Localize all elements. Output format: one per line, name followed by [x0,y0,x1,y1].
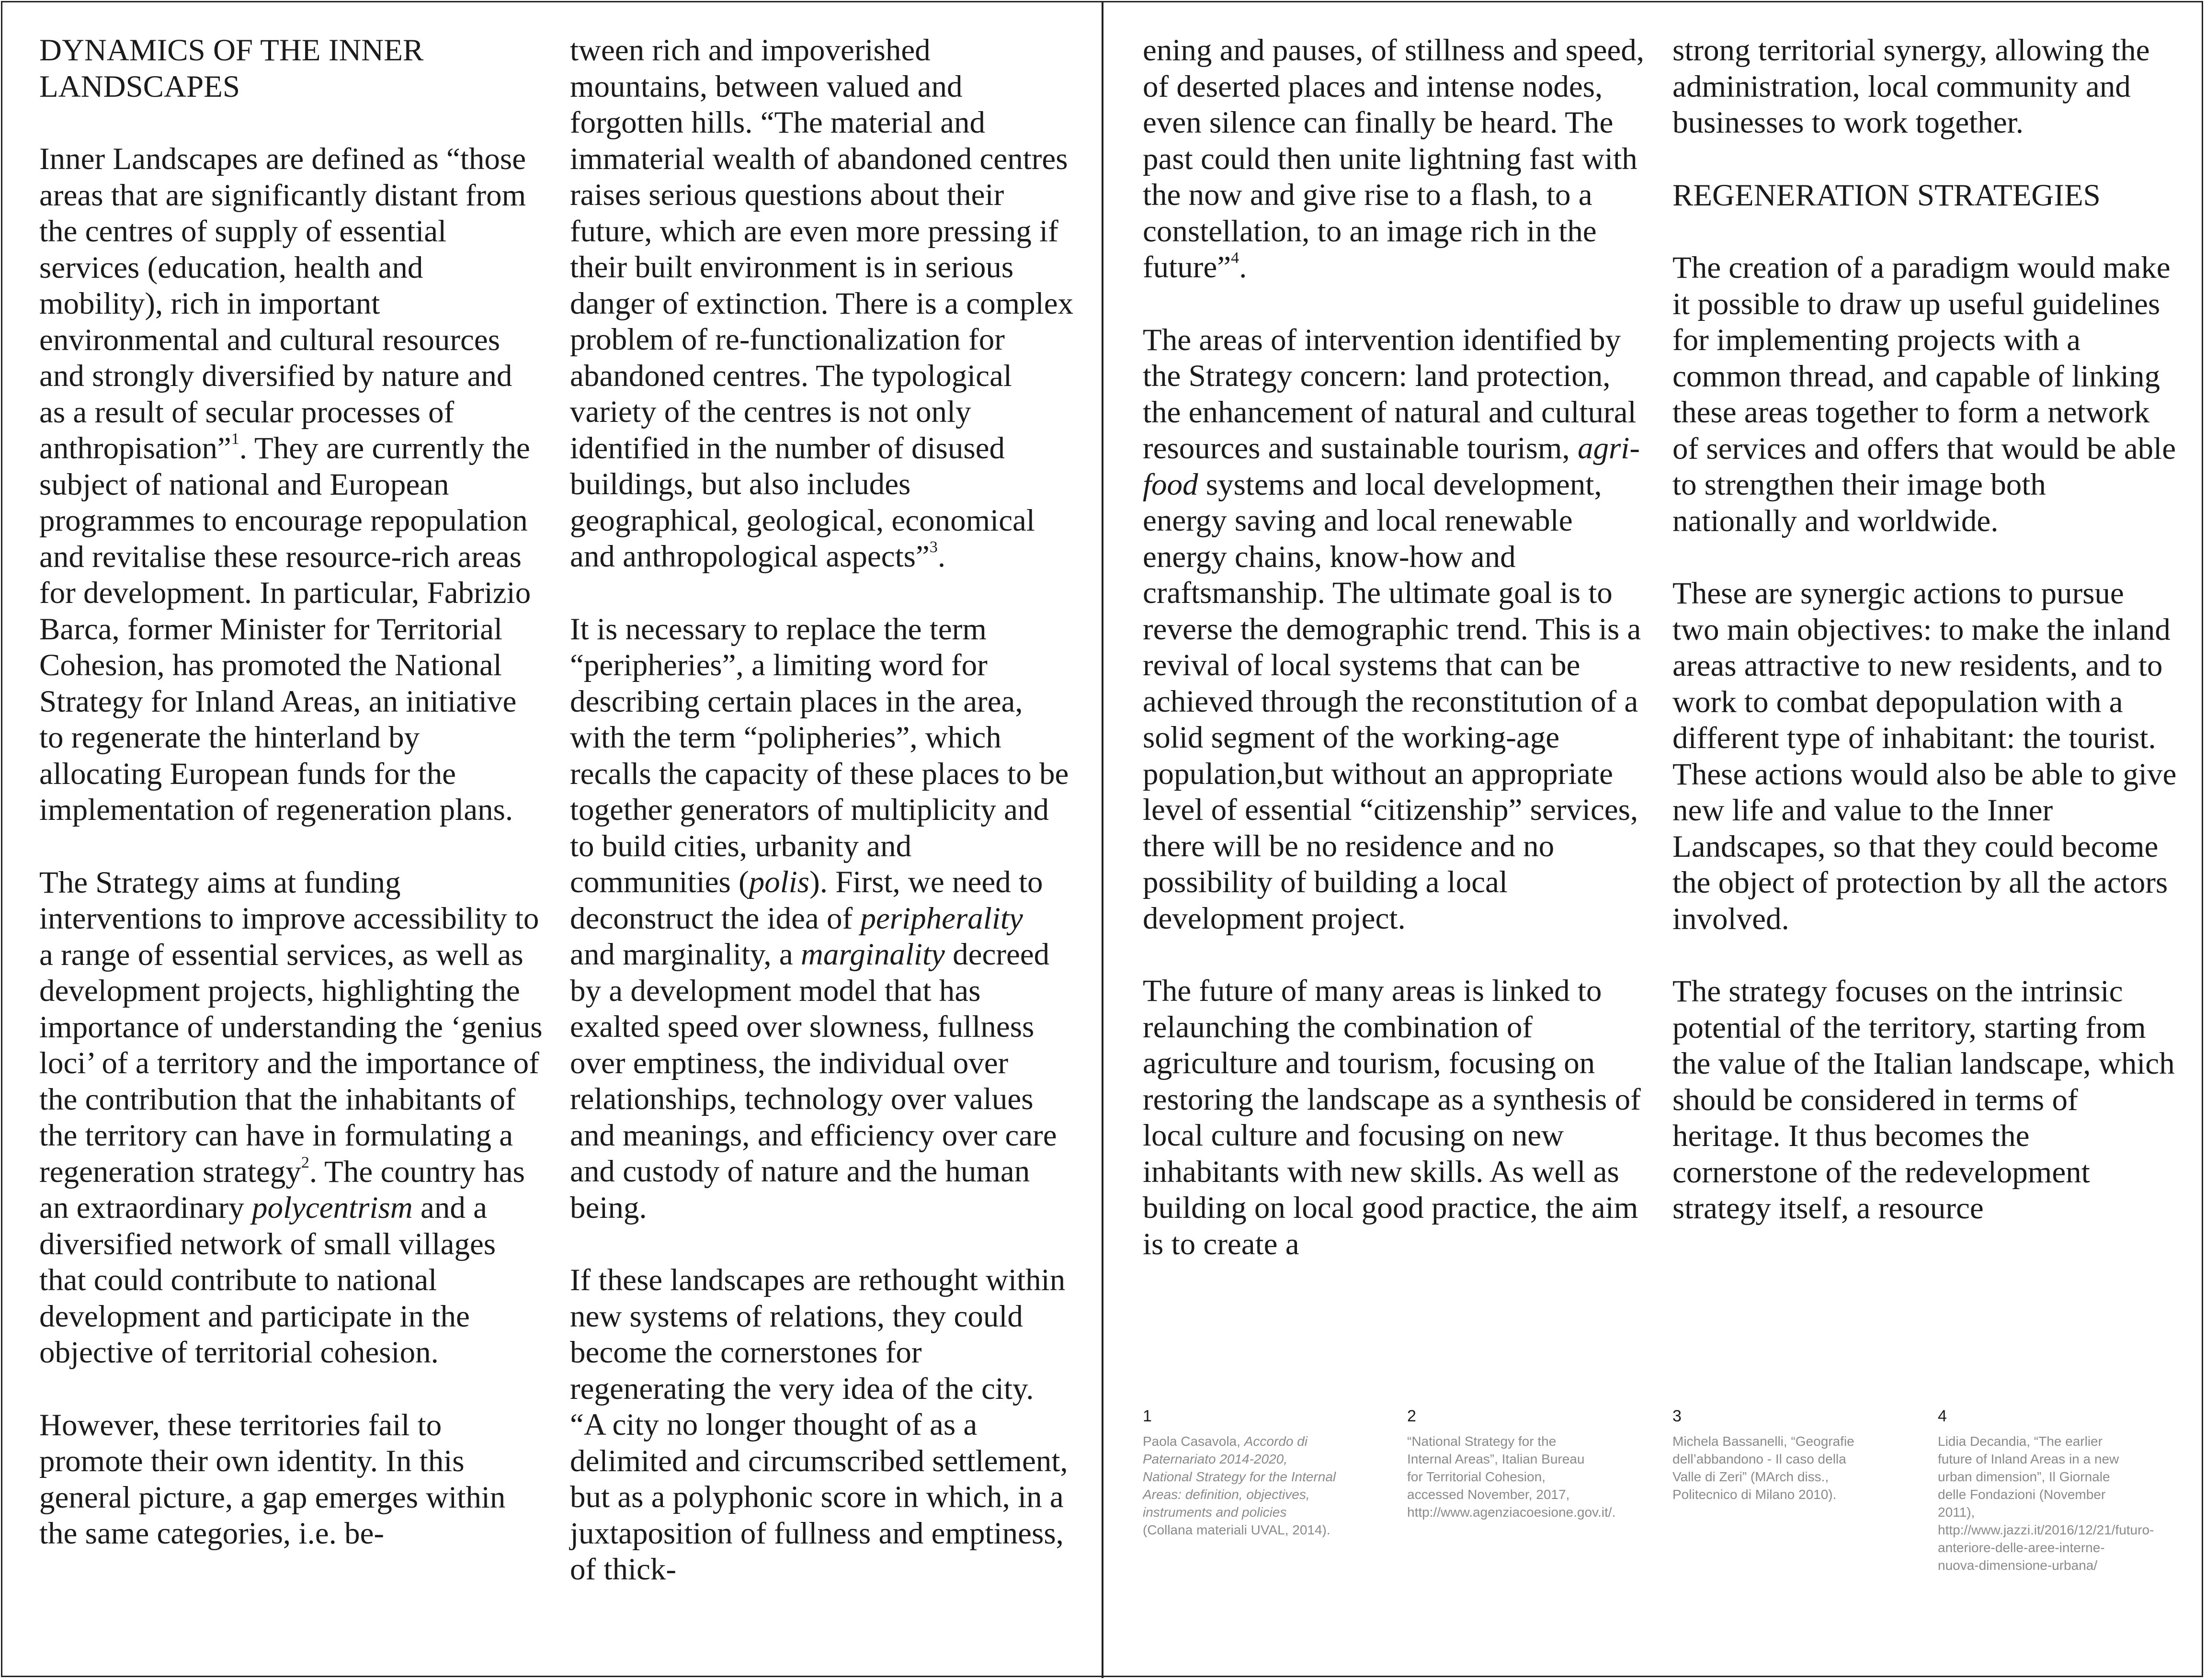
footnote-2: 2 “National Strategy for the Internal Areas”, Italian Bureau for Territorial Cohesion, accessed November, 2017, http://www.agenziacoesione.gov.it/. [1407,1407,1616,1520]
paragraph: The creation of a paradigm would make it possible to draw up useful guidelines for implementing projects with a common thread, and capable of linking these areas together to form a network of services and offers that would be able to strengthen their image both nationally and worldwide. [1672,250,2176,538]
paragraph: tween rich and impoverished mountains, between valued and forgotten hills. “The material and immaterial wealth of abandoned centres raises serious questions about their future, which are even more pressing if their built environment is in serious danger of extinction. There is a complex problem of re-functionalization for abandoned centres. The typological variety of the centres is not only identified in the number of disused buildings, but also includes geographical, geological, economical and anthropological aspects”$^3$. [570,33,1074,574]
paragraph: However, these territories fail to promote their own identity. In this general picture, a gap emerges within the same categories, i.e. be- [39,1408,506,1551]
column-2 [570,33,1075,1588]
paragraph: The strategy focuses on the intrinsic potential of the territory, starting from the value of the Italian landscape, which should be considered in terms of heritage. It thus becomes the cornerstone of the redevelopment strategy itself, a resource [1672,974,2175,1226]
emphasis: Accordo di Paternariato 2014-2020, National Strategy for the Internal Areas: definition, objectives, instruments and policies [1143,1434,1336,1520]
paragraph: Inner Landscapes are defined as “those areas that are significantly distant from the centres of supply of essential services (education, health and mobility), rich in important environmental and cultural resources and strongly diversified by nature and as a result of secular processes of anthropisation”$^1$. They are currently the subject of national and European programmes to encourage repopulation and revitalise these resource-rich areas for development. In particular, Fabrizio Barca, former Minister for Territorial Cohesion, has promoted the National Strategy for Inland Areas, an initiative to regenerate the hinterland by allocating European funds for the implementation of regeneration plans. [39,142,531,827]
paragraph: strong territorial synergy, allowing the administration, local community and businesses to work together. [1672,33,2150,140]
footnotes [1143,1407,2182,1665]
column-3 [1143,33,1648,1262]
paragraph: The future of many areas is linked to relaunching the combination of agriculture and tourism, focusing on restoring the landscape as a synthesis of local culture and focusing on new inhabitants with new skills. As well as building on local good practice, the aim is to create a [1143,974,1641,1261]
footnote-number: 3 [1672,1407,1682,1425]
column-4 [1672,33,2178,1227]
footnote-ref: 2 [301,1153,309,1171]
paragraph: It is necessary to replace the term “peripheries”, a limiting word for describing certain places in the area, with the term “polipheries”, which recalls the capacity of these places to be together generators of multiplicity and to build cities, urbanity and communities (polis). First, we need to deconstruct the idea of peripherality and marginality, a marginality decreed by a development model that has exalted speed over slowness, fullness over emptiness, the individual over relationships, technology over values and meanings, and efficiency over care and custody of nature and the human being. [570,612,1069,1225]
footnote-3: 3 Michela Bassanelli, “Geografie dell’abbandono - Il caso della Valle di Zeri” (MArch diss., Politecnico di Milano 2010). [1672,1407,1866,1503]
emphasis: polycentrism [251,1191,413,1225]
emphasis: marginality [800,937,945,972]
emphasis: polis [749,865,810,899]
footnote-ref: 3 [929,538,938,556]
footnote-4: 4 Lidia Decandia, “The earlier future of Inland Areas in a new urban dimension”, Il Giornale delle Fondazioni (November 2011), http://www.jazzi.it/2016/12/21/futuro-anteriore-delle-aree-interne-nuova-dimensione-urbana/ [1938,1407,2154,1573]
footnote-number: 2 [1407,1407,1416,1425]
paragraph: If these landscapes are rethought within new systems of relations, they could become the cornerstones for regenerating the very idea of the city. “A city no longer thought of as a delimited and circumscribed settlement, but as a polyphonic score in which, in a juxtaposition of fullness and emptiness, of thick- [570,1263,1068,1587]
footnote-number: 4 [1938,1407,1947,1425]
section-heading-dynamics: DYNAMICS OF THE INNER LANDSCAPES [39,33,424,104]
footnote-1: 1 Paola Casavola, Accordo di Paternariato 2014-2020, National Strategy for the Internal Areas: definition, objectives, instruments and policies (Collana materiali UVAL, 2014). [1143,1407,1336,1537]
paragraph: These are synergic actions to pursue two main objectives: to make the inland areas attractive to new residents, and to work to combat depopulation with a different type of inhabitant: the tourist. These actions would also be able to give new life and value to the Inner Landscapes, so that they could become the object of protection by all the actors involved. [1672,576,2177,936]
column-1 [39,33,545,1552]
paragraph: The areas of intervention identified by the Strategy concern: land protection, the enhancement of natural and cultural resources and sustainable tourism, agri-food systems and local development, energy saving and local renewable energy chains, know-how and craftsmanship. The ultimate goal is to reverse the demographic trend. This is a revival of local systems that can be achieved through the reconstitution of a solid segment of the working-age population,but without an appropriate level of essential “citizenship” services, there will be no residence and no possibility of building a local development project. [1143,322,1641,936]
paragraph: The Strategy aims at funding interventions to improve accessibility to a range of essential services, as well as development projects, highlighting the importance of understanding the ‘genius loci’ of a territory and the importance of the contribution that the inhabitants of the territory can have in formulating a regeneration strategy$^2$. The country has an extraordinary polycentrism and a diversified network of small villages that could contribute to national development and participate in the objective of territorial cohesion. [39,865,543,1370]
footnote-ref: 1 [231,430,239,448]
paragraph: ening and pauses, of stillness and speed, of deserted places and intense nodes, even silence can finally be heard. The past could then unite lightning fast with the now and give rise to a flash, to a constellation, to an image rich in the future”$^4$. [1143,33,1645,284]
spread-gutter [1102,1,1103,1678]
footnote-number: 1 [1143,1407,1152,1425]
footnote-ref: 4 [1231,249,1239,267]
section-heading-regeneration: REGENERATION STRATEGIES [1672,178,2101,213]
emphasis: agri-food [1143,431,1640,502]
emphasis: peripherality [860,901,1023,936]
